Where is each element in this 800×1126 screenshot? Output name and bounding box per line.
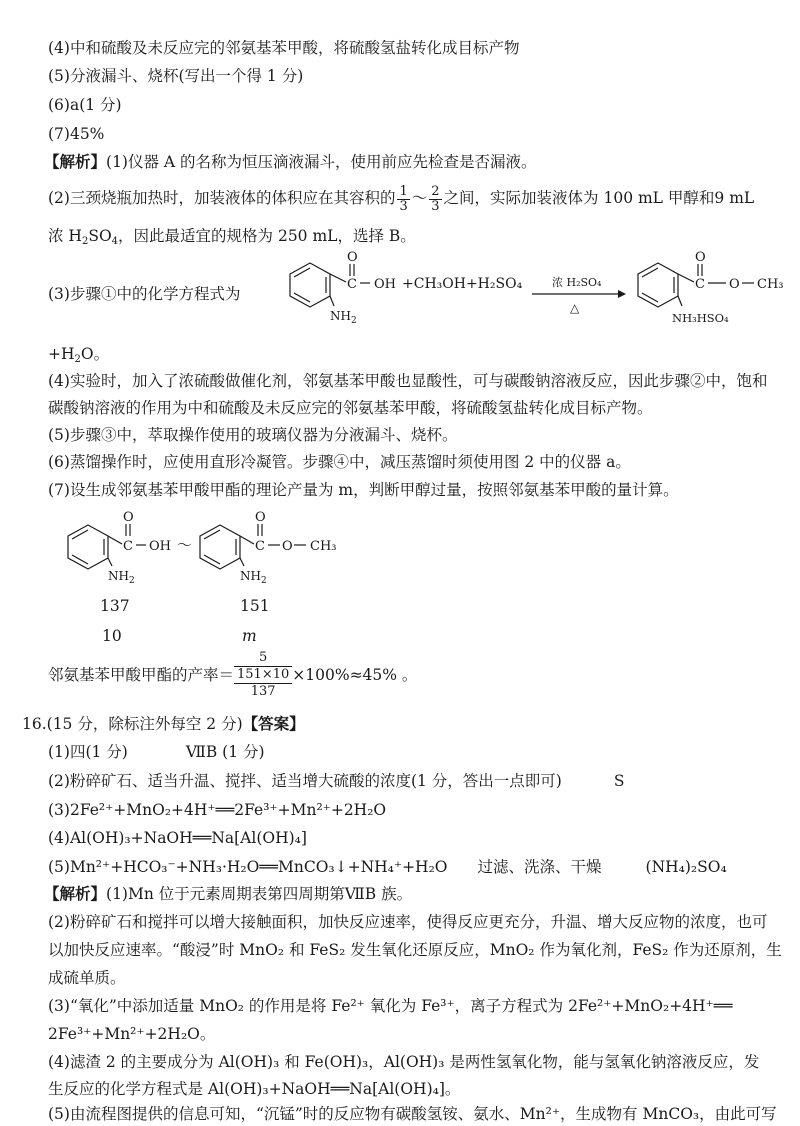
- product-carbon-label: C: [695, 277, 705, 292]
- analysis-15-line-4: (3)步骤①中的化学方程式为: [48, 285, 241, 303]
- analysis-15-line-1: 【解析】(1)仪器 A 的名称为恒压滴液漏斗，使用前应先检查是否漏液。: [44, 152, 537, 171]
- ester-amino: $NH_2$: [240, 569, 267, 583]
- hydroxyl-label: OH: [374, 277, 396, 292]
- product-carbonyl-o-label: O: [695, 250, 706, 265]
- analysis-15-line-8: (5)步骤③中，萃取操作使用的玻璃仪器为分液漏斗、烧杯。: [48, 426, 458, 444]
- reaction-equation-scheme: [270, 250, 790, 340]
- analysis-16-line-7: (4)滤渣 2 的主要成分为 Al(OH)₃ 和 Fe(OH)₃，Al(OH)₃ 是两性氢氧化物，能与氢氧化钠溶液反应，发: [48, 1053, 760, 1071]
- reaction-arrowhead: [618, 290, 626, 298]
- analysis-15-line-5: $+H_2O$。: [48, 345, 110, 365]
- carbonyl-o-label: O: [347, 250, 358, 265]
- analysis-label: 【解析】: [44, 152, 107, 171]
- ester-methyl: CH₃: [310, 539, 337, 554]
- analysis-16-line-8: 生反应的化学方程式是 Al(OH)₃+NaOH══Na[Al(OH)₄]。: [48, 1080, 461, 1098]
- answer-15-7: (7)45%: [48, 125, 105, 143]
- acid-carbon: C: [123, 539, 133, 554]
- analysis-16-line-9: (5)由流程图提供的信息可知，“沉锰”时的反应物有碳酸氢铵、氨水、Mn²⁺，生成物有 MnCO₃，由此可写: [48, 1105, 777, 1123]
- benzene-ring-reactant: [290, 263, 370, 307]
- analysis-15-line-10: (7)设生成邻氨基苯甲酸甲酯的理论产量为 m，判断甲醇过量，按照邻氨基苯甲酸的量计算。: [48, 481, 679, 499]
- yield-line: 邻氨基苯甲酸甲酯的产率＝ 5 151×10 137 ×100%≈45% 。: [48, 650, 418, 699]
- arrow-condition-top: 浓 H₂SO₄: [552, 276, 602, 289]
- analysis-15-line-7: 碳酸钠溶液的作用为中和硫酸及未反应完的邻氨基苯甲酸，将硫酸氢盐转化成目标产物。: [48, 399, 653, 417]
- answer-16-1: (1)四(1 分) ⅦB (1 分): [48, 743, 265, 761]
- stoichiometry-structures: [60, 508, 390, 583]
- answer-15-5: (5)分液漏斗、烧杯(写出一个得 1 分): [48, 67, 304, 85]
- answer-16-3: (3)2Fe²⁺+MnO₂+4H⁺══2Fe³⁺+Mn²⁺+2H₂O: [48, 801, 387, 819]
- answer-15-4: (4)中和硫酸及未反应完的邻氨基苯甲酸，将硫酸氢盐转化成目标产物: [48, 39, 520, 57]
- methyl-label: CH₃: [757, 277, 784, 292]
- ester-carbon: C: [255, 539, 265, 554]
- ammonium-sulfate-label: NH₃HSO₄: [672, 311, 729, 325]
- fraction-two-thirds: $\frac{2}{3}$: [431, 183, 440, 214]
- answer-16-2: (2)粉碎矿石、适当升温、搅拌、适当增大硫酸的浓度(1 分，答出一点即可) S: [48, 772, 625, 790]
- yield-fraction: 5 151×10 137: [234, 650, 292, 700]
- answer-16-5: (5)Mn²⁺+HCO₃⁻+NH₃·H₂O══MnCO₃↓+NH₄⁺+H₂O 过滤、洗涤、干燥 (NH₄)₂SO₄: [48, 858, 727, 876]
- acid-amino: $NH_2$: [108, 569, 135, 583]
- analysis-16-line-6: 2Fe³⁺+Mn²⁺+2H₂O。: [48, 1025, 216, 1043]
- analysis-16-line-5: (3)“氧化”中添加适量 MnO₂ 的作用是将 Fe²⁺ 氧化为 Fe³⁺，离子方程式为 2Fe²⁺+MnO₂+4H⁺══: [48, 997, 733, 1015]
- acid-oh: OH: [149, 539, 171, 554]
- analysis-15-line-6: (4)实验时，加入了浓硫酸做催化剂，邻氨基苯甲酸也显酸性，可与碳酸钠溶液反应，因此步骤②中，饱和: [48, 372, 768, 390]
- benzene-ring-acid: [68, 524, 146, 569]
- analysis-16-line-1: 【解析】(1)Mn 位于元素周期表第四周期第ⅦB 族。: [44, 884, 413, 903]
- mass-acid: 10: [102, 627, 122, 645]
- molar-mass-ester: 151: [240, 597, 270, 615]
- fraction-one-third: $\frac{1}{3}$: [399, 183, 408, 214]
- equivalence-tilde: ～: [177, 536, 193, 554]
- arrow-condition-bottom: △: [570, 301, 580, 315]
- question-16-header: 16.(15 分，除标注外每空 2 分)【答案】: [22, 714, 305, 733]
- ester-carbonyl-o: O: [255, 510, 266, 525]
- answer-15-6: (6)a(1 分): [48, 96, 122, 114]
- analysis-15-line-3: 浓 $H_2SO_4$，因此最适宜的规格为 250 mL，选择 B。: [48, 227, 416, 247]
- analysis-16-line-3: 以加快反应速率。“酸浸”时 MnO₂ 和 FeS₂ 发生氧化还原反应，MnO₂ 作为氧化剂，FeS₂ 作为还原剂，生: [48, 941, 782, 959]
- molar-mass-acid: 137: [100, 597, 130, 615]
- analysis-16-line-4: 成硫单质。: [48, 969, 126, 987]
- reactant-plus-terms: +CH₃OH+H₂SO₄: [402, 276, 523, 292]
- mass-ester: m: [242, 627, 257, 645]
- answer-16-4: (4)Al(OH)₃+NaOH══Na[Al(OH)₄]: [48, 829, 307, 847]
- acid-carbonyl-o: O: [123, 510, 134, 525]
- analysis-15-line-2: (2)三颈烧瓶加热时，加装液体的体积应在其容积的 $\frac{1}{3}$ ～ $\frac{2}{3}$ 之间，实际加装液体为 100 mL 甲醇和9 mL: [48, 183, 755, 214]
- analysis-15-line-9: (6)蒸馏操作时，应使用直形冷凝管。步骤④中，减压蒸馏时须使用图 2 中的仪器 a。: [48, 453, 631, 471]
- ester-o-label: O: [729, 277, 740, 292]
- analysis-16-line-2: (2)粉碎矿石和搅拌可以增大接触面积，加快反应速率，使得反应更充分，升温、增大反应物的浓度，也可: [48, 913, 768, 931]
- ester-o: O: [282, 539, 293, 554]
- amino-label: $NH_2$: [330, 309, 357, 326]
- carbon-label: C: [347, 277, 357, 292]
